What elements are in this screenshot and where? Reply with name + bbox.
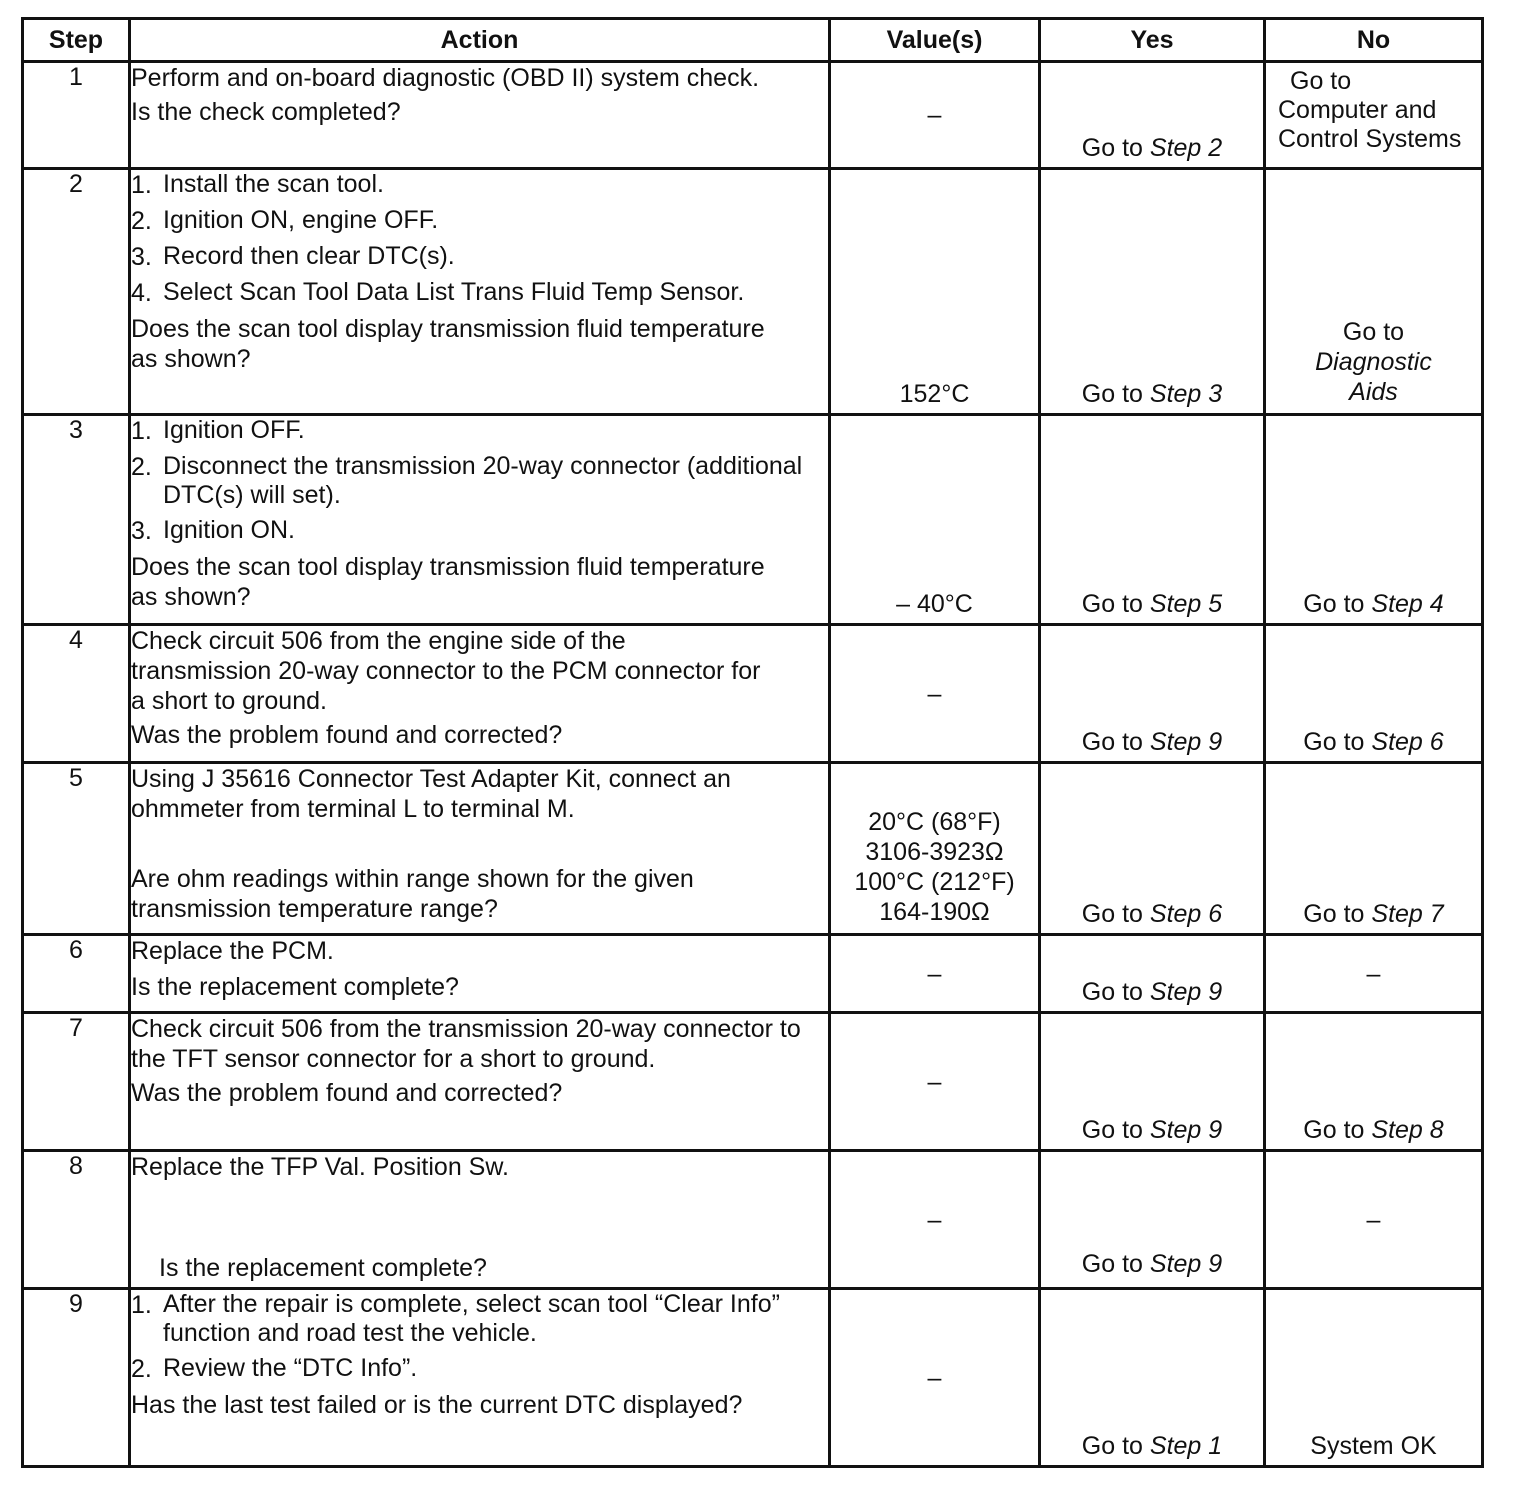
header-row: [23, 19, 1483, 62]
value-text: –: [927, 1363, 942, 1392]
action-question: Is the replacement complete?: [131, 973, 459, 1001]
header-value: Value(s): [830, 19, 1040, 62]
yes-prefix: Go to: [1081, 1432, 1143, 1460]
no-text: [1266, 1115, 1481, 1145]
no-prefix: Go to: [1303, 1116, 1365, 1144]
yes-text: [1041, 133, 1263, 163]
item-text: Ignition ON, engine OFF.: [163, 206, 439, 234]
no-ref: Diagnostic: [1315, 348, 1432, 376]
item-number: 4.: [131, 279, 152, 307]
value-text: –: [927, 1067, 942, 1096]
action-text: Check circuit 506 from the engine side of the transmission 20-way connector to the PCM connector for a short to ground.: [131, 627, 761, 715]
action-item: [131, 1290, 828, 1348]
value-text: –: [927, 679, 942, 708]
action-text: Replace the PCM.: [131, 937, 334, 965]
yes-step-ref: Step 9: [1149, 1250, 1223, 1278]
no-line: Computer and: [1278, 96, 1437, 124]
no-text: [1266, 317, 1481, 407]
value-text: –: [927, 959, 942, 988]
no-ref: Aids: [1349, 378, 1398, 406]
no-text: System OK: [1310, 1432, 1437, 1460]
no-prefix: Go to: [1303, 728, 1365, 756]
step-number: 2: [23, 169, 130, 415]
yes-text: [1041, 727, 1263, 757]
action-cell: [130, 169, 830, 415]
no-cell: [1265, 62, 1483, 169]
value-cell: [830, 763, 1040, 935]
value-line: 20°C (68°F): [868, 808, 1001, 836]
value-line: 100°C (212°F): [854, 868, 1015, 896]
item-text: Select Scan Tool Data List Trans Fluid Temp Sensor.: [163, 278, 745, 306]
table-row: [23, 169, 1483, 415]
value-cell: [830, 415, 1040, 625]
no-text: [1278, 67, 1461, 154]
step-number: 1: [23, 62, 130, 169]
no-text: [1266, 727, 1481, 757]
action-cell: [130, 625, 830, 763]
no-cell: [1265, 415, 1483, 625]
no-prefix: Go to: [1342, 318, 1405, 346]
no-cell: [1265, 1151, 1483, 1289]
no-prefix: Go to: [1303, 900, 1365, 928]
no-text: [1266, 899, 1481, 929]
table-row: [23, 1289, 1483, 1467]
no-step-ref: Step 6: [1371, 728, 1444, 756]
value-line: 3106-3923Ω: [865, 838, 1004, 866]
yes-step-ref: Step 6: [1149, 900, 1223, 928]
item-text: After the repair is complete, select scan tool “Clear Info” function and road test the vehicle.: [163, 1290, 780, 1347]
no-step-ref: Step 4: [1371, 590, 1444, 618]
action-question: Is the replacement complete?: [159, 1254, 487, 1282]
action-text: Check circuit 506 from the transmission 20-way connector to the TFT sensor connector for a short to ground.: [131, 1015, 801, 1073]
yes-step-ref: Step 1: [1149, 1432, 1223, 1460]
action-question: Is the check completed?: [131, 98, 401, 126]
action-cell: [130, 415, 830, 625]
yes-cell: [1040, 169, 1265, 415]
yes-step-ref: Step 2: [1149, 134, 1223, 162]
no-text: –: [1366, 1205, 1381, 1234]
step-number: 7: [23, 1013, 130, 1151]
no-line: Control Systems: [1278, 125, 1462, 153]
item-number: 1.: [131, 1291, 152, 1319]
header-action: Action: [130, 19, 830, 62]
action-text: Replace the TFP Val. Position Sw.: [131, 1153, 509, 1181]
value-cell: [830, 62, 1040, 169]
no-step-ref: Step 8: [1371, 1116, 1444, 1144]
no-cell: [1265, 169, 1483, 415]
table-row: [23, 763, 1483, 935]
table-row: [23, 935, 1483, 1013]
item-number: 2.: [131, 207, 152, 235]
yes-cell: [1040, 1289, 1265, 1467]
item-text: Ignition ON.: [163, 516, 296, 544]
yes-prefix: Go to: [1081, 728, 1143, 756]
action-item: [131, 1354, 828, 1384]
yes-prefix: Go to: [1081, 1250, 1143, 1278]
step-number: 6: [23, 935, 130, 1013]
yes-cell: [1040, 415, 1265, 625]
no-prefix: Go to: [1303, 590, 1365, 618]
table-row: [23, 415, 1483, 625]
yes-prefix: Go to: [1081, 590, 1143, 618]
no-cell: [1265, 625, 1483, 763]
action-item: [131, 416, 828, 446]
step-number: 3: [23, 415, 130, 625]
item-number: 1.: [131, 171, 152, 199]
action-cell: [130, 1151, 830, 1289]
yes-prefix: Go to: [1081, 900, 1143, 928]
no-line: Go to: [1290, 67, 1352, 95]
yes-cell: [1040, 1013, 1265, 1151]
value-cell: [830, 1151, 1040, 1289]
yes-cell: [1040, 1151, 1265, 1289]
table-row: [23, 1151, 1483, 1289]
table-row: [23, 62, 1483, 169]
item-number: 2.: [131, 1355, 152, 1383]
header-step: Step: [23, 19, 130, 62]
value-text: – 40°C: [896, 590, 973, 618]
step-number: 5: [23, 763, 130, 935]
yes-cell: [1040, 763, 1265, 935]
action-item: [131, 206, 828, 236]
no-cell: [1265, 1289, 1483, 1467]
header-no: No: [1265, 19, 1483, 62]
action-cell: [130, 935, 830, 1013]
no-text: [1266, 589, 1481, 619]
step-number: 9: [23, 1289, 130, 1467]
item-text: Review the “DTC Info”.: [163, 1354, 418, 1382]
item-text: Record then clear DTC(s).: [163, 242, 455, 270]
yes-text: [1041, 1249, 1263, 1279]
action-cell: [130, 763, 830, 935]
value-cell: [830, 169, 1040, 415]
table-row: [23, 1013, 1483, 1151]
action-cell: [130, 62, 830, 169]
step-number: 4: [23, 625, 130, 763]
item-number: 3.: [131, 243, 152, 271]
value-text: –: [927, 1205, 942, 1234]
yes-prefix: Go to: [1081, 380, 1143, 408]
action-item: [131, 278, 828, 308]
no-text: –: [1366, 959, 1381, 988]
action-cell: [130, 1013, 830, 1151]
yes-text: [1041, 1115, 1263, 1145]
yes-cell: [1040, 625, 1265, 763]
action-item: [131, 170, 828, 200]
item-text: Install the scan tool.: [163, 170, 384, 198]
yes-text: [1041, 1431, 1263, 1461]
yes-text: [1041, 589, 1263, 619]
value-text: 152°C: [899, 380, 970, 408]
no-cell: [1265, 1013, 1483, 1151]
table-row: [23, 625, 1483, 763]
value-cell: [830, 935, 1040, 1013]
step-number: 8: [23, 1151, 130, 1289]
yes-prefix: Go to: [1081, 1116, 1143, 1144]
action-text: Using J 35616 Connector Test Adapter Kit, connect an ohmmeter from terminal L to terminal M.: [131, 765, 731, 823]
value-text: [831, 807, 1038, 927]
action-question: Was the problem found and corrected?: [131, 1079, 563, 1107]
no-step-ref: Step 7: [1371, 900, 1444, 928]
yes-prefix: Go to: [1081, 134, 1143, 162]
value-line: 164-190Ω: [879, 898, 990, 926]
action-question: Does the scan tool display transmission fluid temperature as shown?: [131, 315, 765, 373]
item-number: 3.: [131, 517, 152, 545]
yes-step-ref: Step 5: [1149, 590, 1223, 618]
action-question: Are ohm readings within range shown for the given transmission temperature range?: [131, 865, 694, 923]
yes-text: [1041, 899, 1263, 929]
yes-step-ref: Step 9: [1149, 728, 1223, 756]
yes-cell: [1040, 62, 1265, 169]
yes-cell: [1040, 935, 1265, 1013]
action-question: Does the scan tool display transmission fluid temperature as shown?: [131, 553, 765, 611]
action-item: [131, 242, 828, 272]
action-item: [131, 516, 828, 546]
yes-step-ref: Step 9: [1149, 978, 1223, 1006]
yes-text: [1041, 977, 1263, 1007]
action-question: Has the last test failed or is the current DTC displayed?: [131, 1391, 743, 1419]
header-yes: Yes: [1040, 19, 1265, 62]
diagnostic-table: [21, 17, 1484, 1468]
yes-step-ref: Step 3: [1149, 380, 1223, 408]
item-number: 1.: [131, 417, 152, 445]
action-question: Was the problem found and corrected?: [131, 721, 563, 749]
yes-text: [1041, 379, 1263, 409]
no-cell: [1265, 935, 1483, 1013]
value-cell: [830, 1289, 1040, 1467]
value-cell: [830, 1013, 1040, 1151]
item-number: 2.: [131, 453, 152, 481]
action-text: Perform and on-board diagnostic (OBD II) system check.: [131, 64, 760, 92]
yes-prefix: Go to: [1081, 978, 1143, 1006]
value-text: –: [927, 101, 942, 129]
item-text: Disconnect the transmission 20-way connector (additional DTC(s) will set).: [163, 452, 803, 509]
action-cell: [130, 1289, 830, 1467]
yes-step-ref: Step 9: [1149, 1116, 1223, 1144]
value-cell: [830, 625, 1040, 763]
item-text: Ignition OFF.: [163, 416, 305, 444]
no-cell: [1265, 763, 1483, 935]
action-item: [131, 452, 828, 510]
